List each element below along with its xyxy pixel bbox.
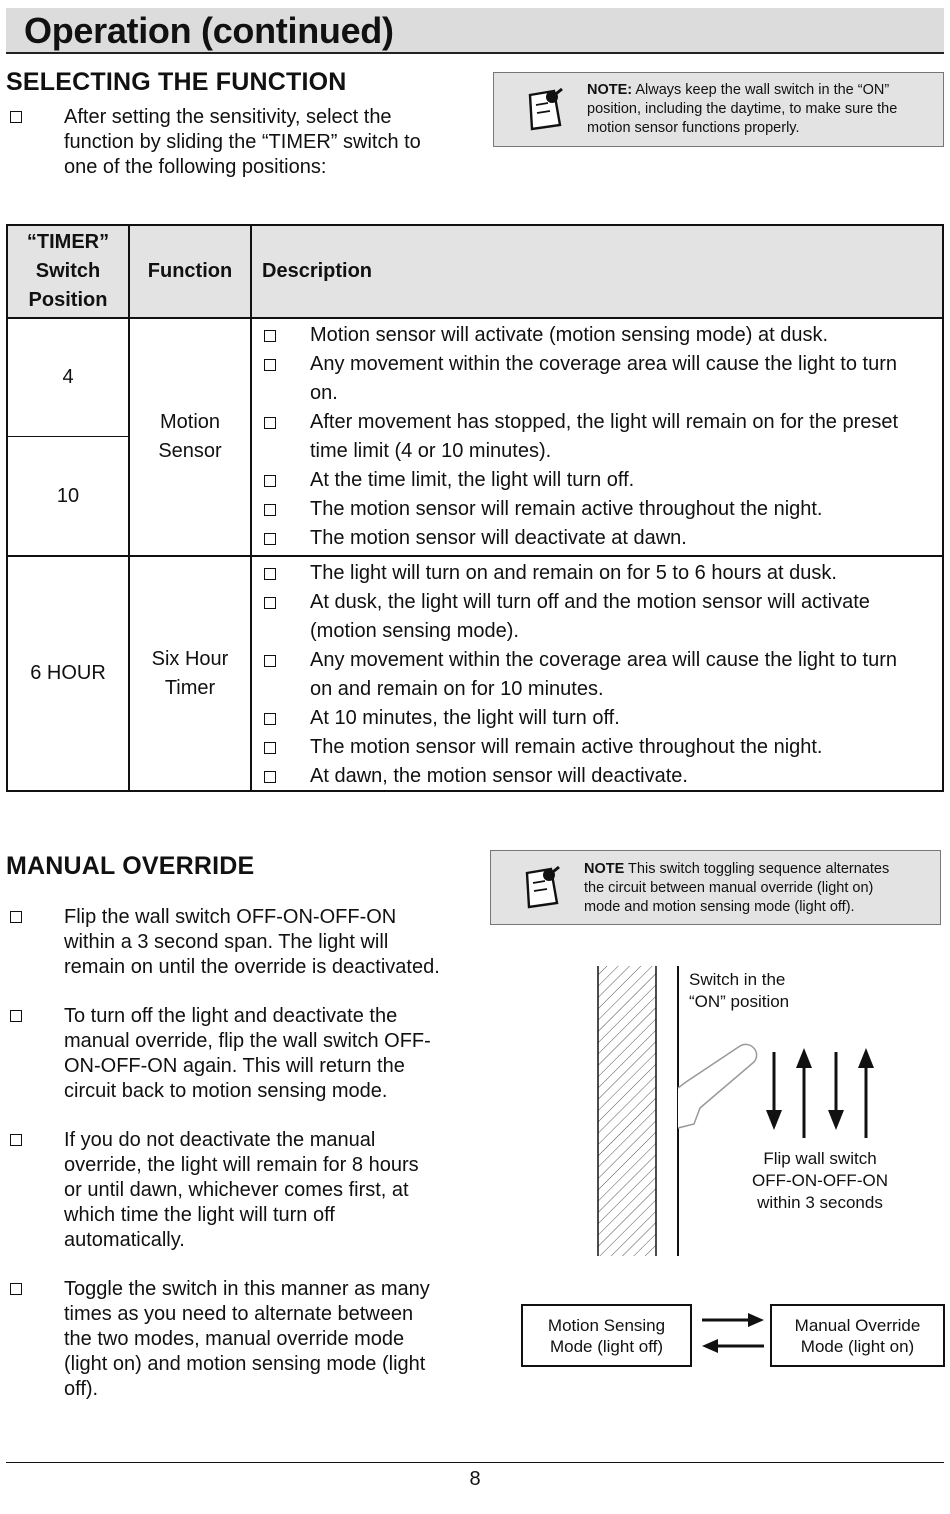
note-box-toggle-sequence <box>490 850 941 925</box>
bullet-line: If you do not deactivate the manual <box>64 1129 376 1151</box>
checkbox-bullet-icon <box>264 597 276 609</box>
checkbox-bullet-icon <box>264 568 276 580</box>
checkbox-bullet-icon <box>264 771 276 783</box>
page-number: 8 <box>469 1468 481 1490</box>
header-line: Position <box>28 289 108 311</box>
position-cell <box>7 318 129 556</box>
checkbox-bullet-icon <box>264 713 276 725</box>
manual-override-mode-box <box>770 1304 945 1367</box>
checkbox-bullet-icon <box>10 1134 22 1146</box>
header-line: “TIMER” <box>26 231 110 253</box>
description-line: on and remain on for 10 minutes. <box>310 678 604 700</box>
note-line: position, including the daytime, to make sure the <box>587 101 898 117</box>
bullet-line: After setting the sensitivity, select the <box>64 106 392 128</box>
toggle-arrows-icon <box>698 1308 768 1358</box>
checkbox-bullet-icon <box>264 533 276 545</box>
label-line: Flip wall switch <box>763 1149 877 1168</box>
checkbox-bullet-icon <box>264 504 276 516</box>
note-label: NOTE: <box>587 82 633 98</box>
checkbox-bullet-icon <box>10 111 22 123</box>
description-line: At 10 minutes, the light will turn off. <box>310 707 620 729</box>
up-arrow-icon <box>858 1048 874 1138</box>
description-line: Motion sensor will activate (motion sensing mode) at dusk. <box>310 324 829 346</box>
bullet-line: Toggle the switch in this manner as many <box>64 1278 430 1300</box>
function-cell <box>129 556 251 791</box>
header-description: Description <box>251 225 943 318</box>
bullet-line: or until dawn, whichever comes first, at <box>64 1179 409 1201</box>
description-line: time limit (4 or 10 minutes). <box>310 440 552 462</box>
description-line: At dusk, the light will turn off and the motion sensor will activate <box>310 591 870 613</box>
description-line: The motion sensor will deactivate at dawn. <box>310 527 687 549</box>
mode-line: Mode (light on) <box>800 1337 915 1356</box>
switch-toggle-lever <box>678 1044 757 1128</box>
description-cell <box>251 318 943 556</box>
bullet-line: function by sliding the “TIMER” switch to <box>64 131 421 153</box>
description-line: The light will turn on and remain on for 5 to 6 hours at dusk. <box>310 562 837 584</box>
motion-sensing-mode-box <box>521 1304 692 1367</box>
bullet-line: ON-OFF-ON again. This will return the <box>64 1055 405 1077</box>
manual-override-bullet <box>64 1004 474 1104</box>
bullet-line: the two modes, manual override mode <box>64 1328 405 1350</box>
timer-function-table <box>6 224 944 792</box>
bullet-line: (light on) and motion sensing mode (light <box>64 1353 426 1375</box>
description-line: The motion sensor will remain active throughout the night. <box>310 736 823 758</box>
note-line: the circuit between manual override (light on) <box>584 880 874 896</box>
function-line: Timer <box>164 676 216 699</box>
flip-switch-label <box>720 1148 920 1214</box>
position-6-hour: 6 HOUR <box>7 556 129 791</box>
bullet-line: one of the following positions: <box>64 156 327 178</box>
mode-line: Manual Override <box>794 1316 921 1335</box>
description-line: At dawn, the motion sensor will deactivate. <box>310 765 688 787</box>
checkbox-bullet-icon <box>264 475 276 487</box>
checkbox-bullet-icon <box>264 655 276 667</box>
wall-hatch <box>598 966 656 1256</box>
checkbox-bullet-icon <box>264 330 276 342</box>
description-line: Any movement within the coverage area will cause the light to turn <box>310 353 897 375</box>
page-title: Operation (continued) <box>24 10 394 51</box>
up-arrow-icon <box>796 1048 812 1138</box>
label-line: OFF-ON-OFF-ON <box>752 1171 888 1190</box>
mode-line: Mode (light off) <box>549 1337 664 1356</box>
function-cell <box>129 318 251 556</box>
note-1-text <box>587 81 937 138</box>
bullet-line: manual override, flip the wall switch OFF- <box>64 1030 431 1052</box>
description-line: (motion sensing mode). <box>310 620 519 642</box>
position-4: 4 <box>8 319 128 437</box>
header-line: Switch <box>35 260 101 282</box>
bullet-line: override, the light will remain for 8 hours <box>64 1154 419 1176</box>
header-function: Function <box>129 225 251 318</box>
mode-line: Motion Sensing <box>547 1316 666 1335</box>
bullet-line: circuit back to motion sensing mode. <box>64 1080 388 1102</box>
checkbox-bullet-icon <box>264 742 276 754</box>
function-line: Motion <box>159 411 221 433</box>
down-arrow-icon <box>828 1052 844 1130</box>
table-row <box>7 318 943 556</box>
description-line: After movement has stopped, the light will remain on for the preset <box>310 411 899 433</box>
footer-rule <box>6 1462 944 1463</box>
note-2-text <box>584 860 939 917</box>
description-line: on. <box>310 382 338 404</box>
bullet-line: off). <box>64 1378 99 1400</box>
description-line: At the time limit, the light will turn off. <box>310 469 635 491</box>
description-cell <box>251 556 943 791</box>
checkbox-bullet-icon <box>10 1010 22 1022</box>
header-timer-position <box>7 225 129 318</box>
down-arrow-icon <box>766 1052 782 1130</box>
bullet-line: remain on until the override is deactivated. <box>64 956 440 978</box>
checkbox-bullet-icon <box>10 1283 22 1295</box>
pushpin-note-icon <box>521 863 565 911</box>
bullet-line: within a 3 second span. The light will <box>64 931 389 953</box>
manual-override-bullet <box>64 1277 474 1402</box>
label-line: “ON” position <box>689 992 790 1011</box>
description-line: The motion sensor will remain active throughout the night. <box>310 498 823 520</box>
label-line: Switch in the <box>689 970 786 989</box>
bullet-line: automatically. <box>64 1229 185 1251</box>
bullet-line: Flip the wall switch OFF-ON-OFF-ON <box>64 906 397 928</box>
label-line: within 3 seconds <box>757 1193 883 1212</box>
selecting-bullet <box>64 105 484 180</box>
switch-on-label <box>689 969 789 1013</box>
position-10: 10 <box>56 484 80 507</box>
checkbox-bullet-icon <box>10 911 22 923</box>
table-header-row <box>7 225 943 318</box>
note-box-wall-switch <box>493 72 944 147</box>
checkbox-bullet-icon <box>264 359 276 371</box>
bullet-line: which time the light will turn off <box>64 1204 335 1226</box>
note-line: mode and motion sensing mode (light off). <box>584 899 855 915</box>
function-line: Six Hour <box>151 647 229 670</box>
selecting-function-title: SELECTING THE FUNCTION <box>6 68 347 96</box>
table-row <box>7 556 943 791</box>
manual-override-bullet <box>64 905 474 980</box>
function-line: Sensor <box>158 440 222 462</box>
manual-override-title: MANUAL OVERRIDE <box>6 852 255 880</box>
checkbox-bullet-icon <box>264 417 276 429</box>
note-line: This switch toggling sequence alternates <box>624 861 890 877</box>
pushpin-note-icon <box>524 85 568 133</box>
page-header-bar <box>6 8 944 54</box>
description-line: Any movement within the coverage area will cause the light to turn <box>310 649 897 671</box>
bullet-line: To turn off the light and deactivate the <box>64 1005 398 1027</box>
note-label: NOTE <box>584 861 625 877</box>
note-line: motion sensor functions properly. <box>587 120 800 136</box>
manual-override-bullet <box>64 1128 474 1253</box>
bullet-line: times as you need to alternate between <box>64 1303 414 1325</box>
note-line: Always keep the wall switch in the “ON” <box>632 82 890 98</box>
